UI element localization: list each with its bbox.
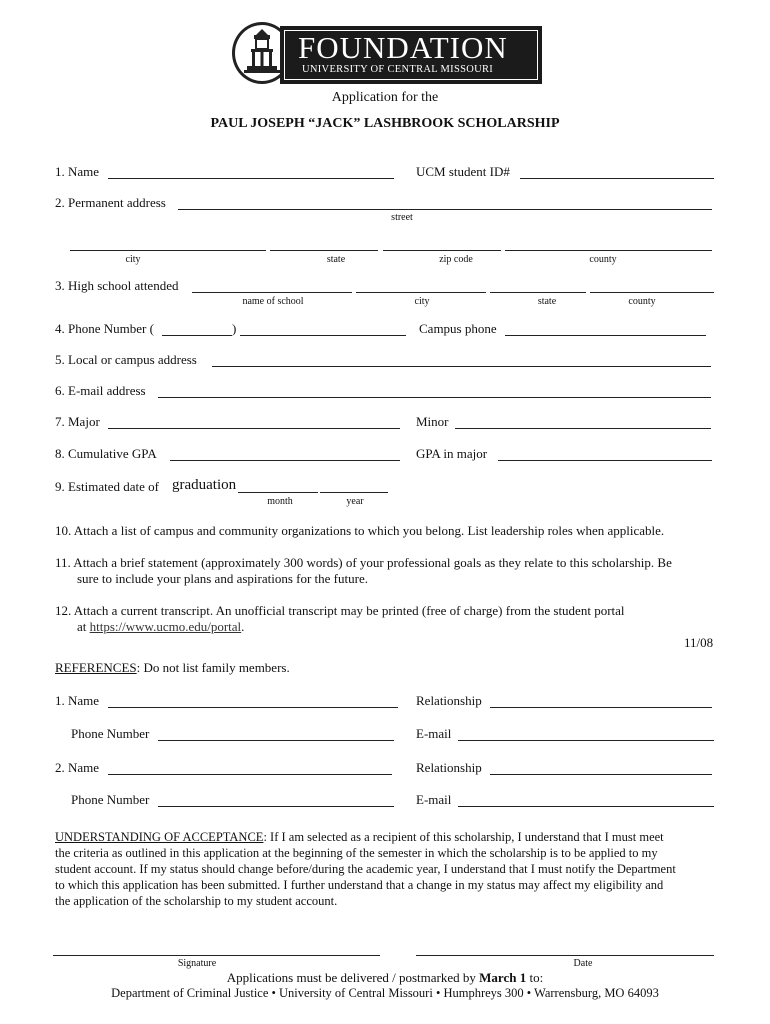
footer-pre: Applications must be delivered / postmarked by [226, 970, 480, 985]
gpa-label: 8. Cumulative GPA [55, 446, 157, 461]
ref1-relationship-field[interactable] [490, 707, 712, 708]
references-note: : Do not list family members. [136, 660, 290, 675]
revision-date: 11/08 [684, 635, 714, 650]
area-code-field[interactable] [162, 335, 232, 336]
date-field[interactable] [416, 955, 714, 956]
name-field[interactable] [108, 178, 394, 179]
month-caption: month [267, 496, 293, 507]
acceptance-line5: the application of the scholarship to my student account. [55, 894, 338, 908]
acceptance-line1 [55, 829, 664, 845]
email-label: 6. E-mail address [55, 383, 146, 398]
major-label: 7. Major [55, 414, 100, 429]
minor-field[interactable] [455, 428, 711, 429]
ref1-phone-field[interactable] [158, 740, 394, 741]
foundation-logo [232, 22, 540, 88]
ref2-email-field[interactable] [458, 806, 714, 807]
major-field[interactable] [108, 428, 400, 429]
minor-label: Minor [416, 414, 449, 429]
school-city-caption: city [414, 296, 430, 307]
ref2-phone-field[interactable] [158, 806, 394, 807]
state-field[interactable] [270, 250, 378, 251]
logo-subtitle: UNIVERSITY OF CENTRAL MISSOURI [302, 64, 494, 75]
date-caption: Date [573, 958, 593, 969]
grad-date-label: 9. Estimated date of [55, 479, 159, 494]
portal-link[interactable]: https://www.ucmo.edu/portal [89, 619, 242, 634]
school-county-caption: county [628, 296, 656, 307]
phone-field[interactable] [240, 335, 406, 336]
gpa-major-label: GPA in major [416, 446, 488, 461]
local-address-label: 5. Local or campus address [55, 352, 197, 367]
ref2-name-field[interactable] [108, 774, 392, 775]
grad-year-field[interactable] [320, 492, 388, 493]
gpa-major-field[interactable] [498, 460, 712, 461]
acceptance-text-1: : If I am selected as a recipient of this scholarship, I understand that I must meet [263, 830, 664, 844]
footer-post: to: [526, 970, 544, 985]
references-heading [55, 660, 290, 676]
ref2-phone-label: Phone Number [71, 792, 150, 807]
logo-word: FOUNDATION [298, 30, 508, 65]
campus-phone-field[interactable] [505, 335, 706, 336]
ref1-phone-label: Phone Number [71, 726, 150, 741]
references-title: REFERENCES [55, 660, 137, 675]
item-11-line1: 11. Attach a brief statement (approximately 300 words) of your professional goals as they relate to this scholarship. Be [55, 555, 672, 570]
ref1-name-label: 1. Name [55, 693, 100, 708]
school-name-caption: name of school [242, 296, 304, 307]
county-field[interactable] [505, 250, 712, 251]
phone-label: 4. Phone Number ( [55, 321, 154, 336]
ref2-name-label: 2. Name [55, 760, 100, 775]
county-caption: county [589, 254, 617, 265]
item-11-line2: sure to include your plans and aspirations for the future. [77, 571, 368, 586]
signature-field[interactable] [53, 955, 380, 956]
application-for: Application for the [331, 90, 439, 105]
acceptance-line3: student account. If my status should change before/during the academic year, I understand that I must notify the Department [55, 862, 676, 876]
ref2-relationship-label: Relationship [416, 760, 482, 775]
gpa-field[interactable] [170, 460, 400, 461]
school-state-field[interactable] [490, 292, 586, 293]
acceptance-line2: the criteria as outlined in this application at the beginning of the semester in which the scholarship is to be applied to my [55, 846, 658, 860]
school-name-field[interactable] [192, 292, 352, 293]
permanent-address-label: 2. Permanent address [55, 195, 166, 210]
street-caption: street [391, 212, 413, 223]
zip-caption: zip code [439, 254, 473, 265]
city-field[interactable] [70, 250, 266, 251]
ref2-relationship-field[interactable] [490, 774, 712, 775]
ref1-relationship-label: Relationship [416, 693, 482, 708]
signature-caption: Signature [177, 958, 217, 969]
grad-month-field[interactable] [238, 492, 318, 493]
high-school-label: 3. High school attended [55, 278, 179, 293]
logo-wordmark [280, 26, 542, 84]
campus-phone-label: Campus phone [419, 321, 497, 336]
local-address-field[interactable] [212, 366, 711, 367]
school-county-field[interactable] [590, 292, 714, 293]
item-12-line1: 12. Attach a current transcript. An unofficial transcript may be printed (free of charge) from the student portal [55, 603, 625, 618]
item-12-end: . [241, 619, 245, 634]
school-state-caption: state [537, 296, 557, 307]
ref2-email-label: E-mail [416, 792, 452, 807]
year-caption: year [346, 496, 364, 507]
state-caption: state [326, 254, 346, 265]
page-title: PAUL JOSEPH “JACK” LASHBROOK SCHOLARSHIP [210, 116, 560, 131]
city-caption: city [125, 254, 141, 265]
phone-paren: ) [232, 321, 237, 336]
street-field[interactable] [178, 209, 712, 210]
email-field[interactable] [158, 397, 711, 398]
zip-field[interactable] [383, 250, 501, 251]
acceptance-line4: to which this application has been submitted. I further understand that a change in my status may affect my eligibility and [55, 878, 664, 892]
deadline: March 1 [479, 970, 527, 985]
ref1-email-field[interactable] [458, 740, 714, 741]
student-id-label: UCM student ID# [416, 164, 510, 179]
name-label: 1. Name [55, 164, 100, 179]
acceptance-heading: UNDERSTANDING OF ACCEPTANCE [55, 830, 264, 844]
ref1-email-label: E-mail [416, 726, 452, 741]
ref1-name-field[interactable] [108, 707, 398, 708]
item-10: 10. Attach a list of campus and community organizations to which you belong. List leadership roles when applicable. [55, 523, 665, 538]
school-city-field[interactable] [356, 292, 486, 293]
item-12-at: at [77, 619, 87, 634]
footer-address: Department of Criminal Justice • University of Central Missouri • Humphreys 300 • Warrensburg, MO 64093 [111, 986, 659, 1000]
student-id-field[interactable] [520, 178, 714, 179]
footer-line1 [0, 970, 770, 986]
graduation-label: graduation [172, 477, 237, 493]
